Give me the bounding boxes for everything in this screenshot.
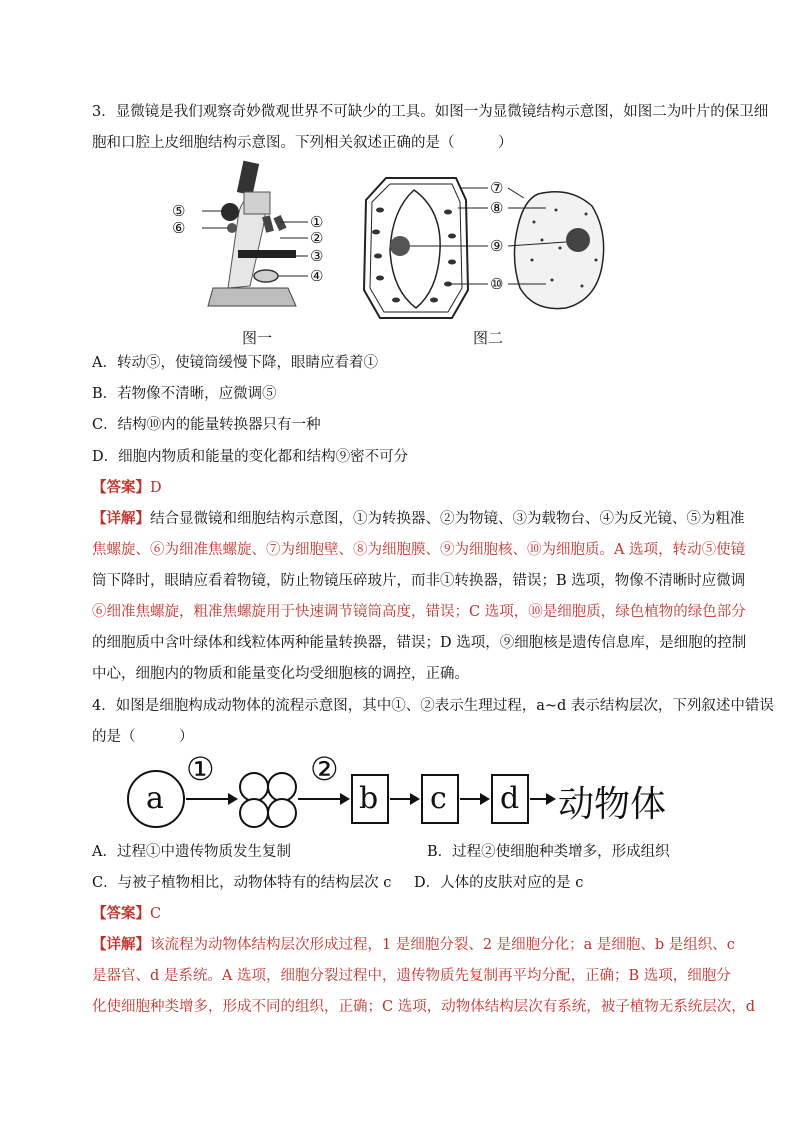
callout-3: ③ xyxy=(310,247,324,265)
q3-detail-line6: 中心，细胞内的物质和能量变化均受细胞核的调控，正确。 xyxy=(92,666,469,682)
q3-detail-line5: 的细胞质中含叶绿体和线粒体两种能量转换器，错误；D 选项，⑨细胞核是遗传信息库，是细胞的控制 xyxy=(92,635,747,651)
q4-detail-line2: 是器官、d 是系统。A 选项，细胞分裂过程中，遗传物质先复制再平均分配，正确；B 选项，细胞分 xyxy=(92,968,731,984)
q3-detail-line1 xyxy=(92,509,745,529)
flow-step-1: ① xyxy=(186,750,215,788)
flow-node-d: d xyxy=(500,781,520,816)
figure1-caption: 图一 xyxy=(242,329,273,347)
q3-detail-line3: 筒下降时，眼睛应看着物镜，防止物镜压碎玻片，而非①转换器，错误；B 选项，物像不清晰时应微调 xyxy=(92,573,746,589)
cell-figure xyxy=(356,170,606,330)
flow-end-animal: 动物体 xyxy=(558,784,667,825)
q3-stem-line1: 3．显微镜是我们观察奇妙微观世界不可缺少的工具。如图一为显微镜结构示意图，如图二为叶片的保卫细 xyxy=(92,104,769,120)
callout-8: ⑧ xyxy=(490,199,504,217)
flow-node-c: c xyxy=(430,781,447,816)
q3-stem-line2: 胞和口腔上皮细胞结构示意图。下列相关叙述正确的是（ ） xyxy=(92,135,513,151)
flow-node-b: b xyxy=(359,781,379,816)
q3-option-c: C．结构⑩内的能量转换器只有一种 xyxy=(92,417,321,433)
q4-stem-line1: 4．如图是细胞构成动物体的流程示意图，其中①、②表示生理过程，a~d 表示结构层次，下列叙述中错误 xyxy=(92,698,774,714)
q4-detail-text: 该流程为动物体结构层次形成过程，1 是细胞分裂、2 是细胞分化；a 是细胞、b 是组织、c xyxy=(150,937,735,953)
q3-detail-line4: ⑥细准焦螺旋，粗准焦螺旋用于快速调节镜筒高度，错误；C 选项，⑩是细胞质，绿色植物的绿色部分 xyxy=(92,604,746,620)
callout-10: ⑩ xyxy=(490,275,504,293)
q3-answer xyxy=(92,478,162,498)
q4-detail-line1 xyxy=(92,935,735,955)
q3-detail-line2: 焦螺旋、⑥为细准焦螺旋、⑦为细胞壁、⑧为细胞膜、⑨为细胞核、⑩为细胞质。A 选项，转动⑤使镜 xyxy=(92,542,746,558)
q3-option-b: B．若物像不清晰，应微调⑤ xyxy=(92,386,277,402)
callout-1: ① xyxy=(310,213,324,231)
q3-detail-text: 结合显微镜和细胞结构示意图，①为转换器、②为物镜、③为载物台、④为反光镜、⑤为粗准 xyxy=(150,511,745,527)
q3-answer-value: D xyxy=(150,480,162,496)
callout-6: ⑥ xyxy=(172,219,186,237)
q4-stem-line2: 的是（ ） xyxy=(92,729,194,745)
q3-detail-tag: 【详解】 xyxy=(92,510,150,527)
figure2-caption: 图二 xyxy=(473,329,504,347)
q4-option-a: A．过程①中遗传物质发生复制 xyxy=(92,844,291,860)
callout-2: ② xyxy=(310,229,324,247)
q4-answer xyxy=(92,904,161,924)
callout-9: ⑨ xyxy=(490,237,504,255)
q3-option-d: D．细胞内物质和能量的变化都和结构⑨密不可分 xyxy=(92,449,409,465)
q4-option-c: C．与被子植物相比，动物体特有的结构层次 c xyxy=(92,875,392,891)
callout-4: ④ xyxy=(310,267,324,285)
flow-step-2: ② xyxy=(310,750,339,788)
callout-5: ⑤ xyxy=(172,202,186,220)
q3-option-a: A．转动⑤，使镜筒缓慢下降，眼睛应看着① xyxy=(92,355,378,371)
q4-option-b: B．过程②使细胞种类增多，形成组织 xyxy=(427,844,670,860)
q4-detail-tag: 【详解】 xyxy=(92,936,150,953)
q4-answer-tag: 【答案】 xyxy=(92,905,150,922)
q4-detail-line3: 化使细胞种类增多，形成不同的组织，正确；C 选项，动物体结构层次有系统，被子植物无系统层次，d xyxy=(92,999,755,1015)
q4-answer-value: C xyxy=(150,906,162,922)
q4-option-d: D．人体的皮肤对应的是 c xyxy=(414,875,584,891)
q3-answer-tag: 【答案】 xyxy=(92,479,150,496)
callout-7: ⑦ xyxy=(490,179,504,197)
flow-node-a: a xyxy=(146,781,164,816)
